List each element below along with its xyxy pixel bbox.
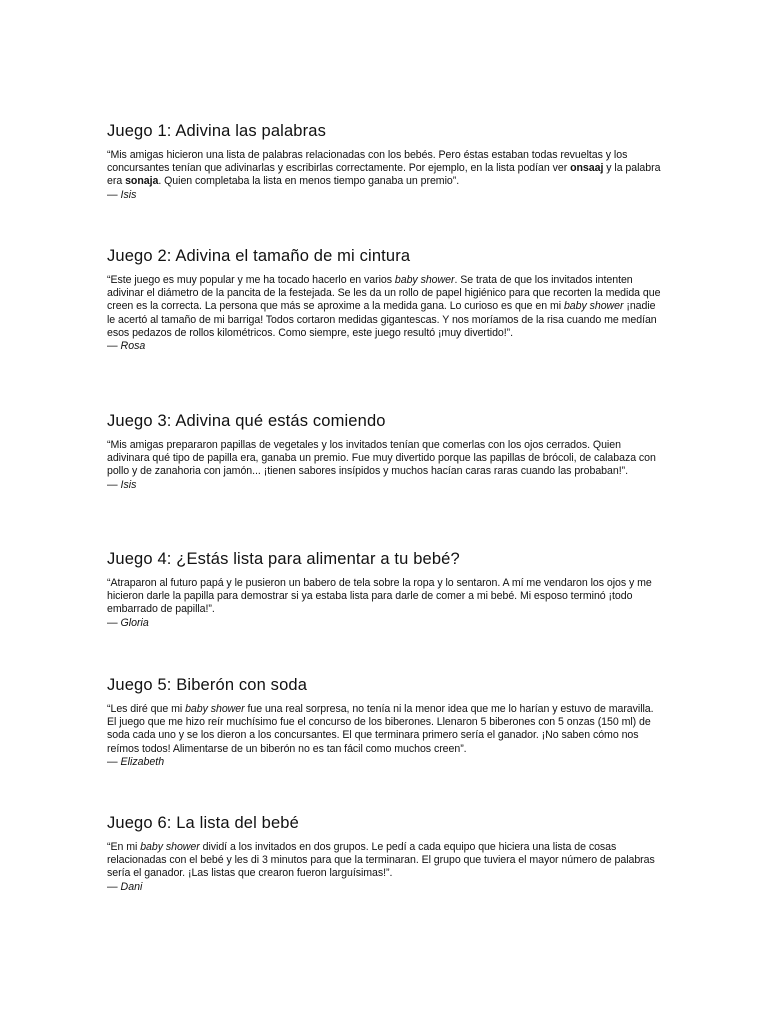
game-title: Juego 1: Adivina las palabras — [107, 122, 326, 140]
game-section-3 — [107, 411, 662, 492]
author-name: Rosa — [120, 340, 146, 353]
italic-term: baby shower — [140, 841, 200, 853]
game-title: Juego 2: Adivina el tamaño de mi cintura — [107, 247, 411, 265]
game-title: Juego 5: Biberón con soda — [107, 676, 308, 694]
game-section-2 — [107, 246, 662, 353]
author-dash: — — [107, 340, 121, 353]
game-title: Juego 6: La lista del bebé — [107, 814, 299, 832]
author-dash: — — [107, 616, 121, 629]
game-quote — [107, 703, 662, 756]
quote-text: . Se trata de que los invitados intenten adivinar el diámetro de la pancita de la festejada. Se les da un rollo de papel higiénico para que recorten la medida que creen es la correcta. La persona que más se aproxime a la medida gana. Lo curioso es que en mi — [107, 274, 661, 313]
game-author — [107, 189, 662, 202]
game-section-1 — [107, 121, 662, 202]
game-title: Juego 4: ¿Estás lista para alimentar a tu bebé? — [107, 550, 460, 568]
bold-word: onsaaj — [570, 162, 604, 175]
game-quote — [107, 149, 662, 189]
game-author — [107, 756, 662, 769]
game-author — [107, 881, 662, 894]
quote-text: dividí a los invitados en dos grupos. Le pedí a cada equipo que hiciera una lista de cosas relacionadas con el bebé y les di 3 minutos para que la terminaran. El grupo que tuviera el mayor número de palabras sería el ganador. ¡Las listas que crearon fueron larguísimas!”. — [107, 841, 655, 880]
game-quote — [107, 577, 662, 617]
author-name: Elizabeth — [120, 755, 165, 768]
quote-text: y la palabra era — [107, 162, 661, 188]
game-quote — [107, 841, 662, 881]
game-author — [107, 617, 662, 630]
game-section-4 — [107, 549, 662, 630]
italic-term: baby shower — [563, 300, 624, 313]
quote-text: “Les diré que mi — [107, 703, 186, 715]
author-dash: — — [107, 478, 121, 491]
author-name: Isis — [120, 188, 137, 201]
quote-text: “Este juego es muy popular y me ha tocado hacerlo en varios — [107, 274, 395, 286]
game-author — [107, 340, 662, 353]
game-section-6 — [107, 813, 662, 894]
game-author — [107, 479, 662, 492]
author-dash: — — [107, 880, 121, 893]
italic-term: baby shower — [394, 274, 455, 286]
game-quote — [107, 439, 662, 479]
author-name: Isis — [120, 478, 137, 491]
quote-text: “Mis amigas hicieron una lista de palabras relacionadas con los bebés. Pero éstas estaban todas revueltas y los concursantes tenían que adivinarlas y escribirlas correctamente. Por ejemplo, en la lista podían ver — [107, 149, 628, 175]
quote-text: “Mis amigas prepararon papillas de vegetales y los invitados tenían que comerlas con los ojos cerrados. Quien adivinara qué tipo de papilla era, ganaba un premio. Fue muy divertido porque las papillas de brócoli, de calabaza con pollo y de zanahoria con jamón... ¡tienen sabores insípidos y muchos hacían caras raras cuando las probaban!”. — [107, 439, 656, 478]
game-title: Juego 3: Adivina qué estás comiendo — [107, 412, 386, 430]
quote-text: “Atraparon al futuro papá y le pusieron un babero de tela sobre la ropa y lo sentaron. A mí me vendaron los ojos y me hicieron darle la papilla para demostrar si ya estaba lista para darle de comer a mi bebé. Mi esposo terminó ¡todo embarrado de papilla!”. — [107, 577, 652, 616]
quote-text: “En mi — [107, 841, 141, 853]
quote-text: ¡nadie le acertó al tamaño de mi barriga! Todos cortaron medidas gigantescas. Y nos moríamos de la risa cuando me medían esos pedazos de rollos kilométricos. Como siempre, este juego resultó ¡muy divertido!”. — [107, 300, 657, 339]
game-quote — [107, 274, 662, 340]
author-dash: — — [107, 755, 121, 768]
game-section-5 — [107, 675, 662, 769]
author-dash: — — [107, 188, 121, 201]
bold-word: sonaja — [125, 175, 159, 188]
author-name: Dani — [120, 880, 143, 893]
quote-text: . Quien completaba la lista en menos tiempo ganaba un premio”. — [158, 175, 460, 188]
author-name: Gloria — [120, 616, 149, 629]
quote-text: fue una real sorpresa, no tenía ni la menor idea que me lo harían y estuvo de maravilla. El juego que me hizo reír muchísimo fue el concurso de los biberones. Llenaron 5 biberones con 5 onzas (150 ml) de soda cada uno y se los dieron a los concursantes. El que terminara primero sería el ganador. ¡No saben cómo nos reímos todos! Alimentarse de un biberón no es tan fácil como muchos creen”. — [107, 703, 654, 755]
italic-term: baby shower — [185, 703, 245, 715]
